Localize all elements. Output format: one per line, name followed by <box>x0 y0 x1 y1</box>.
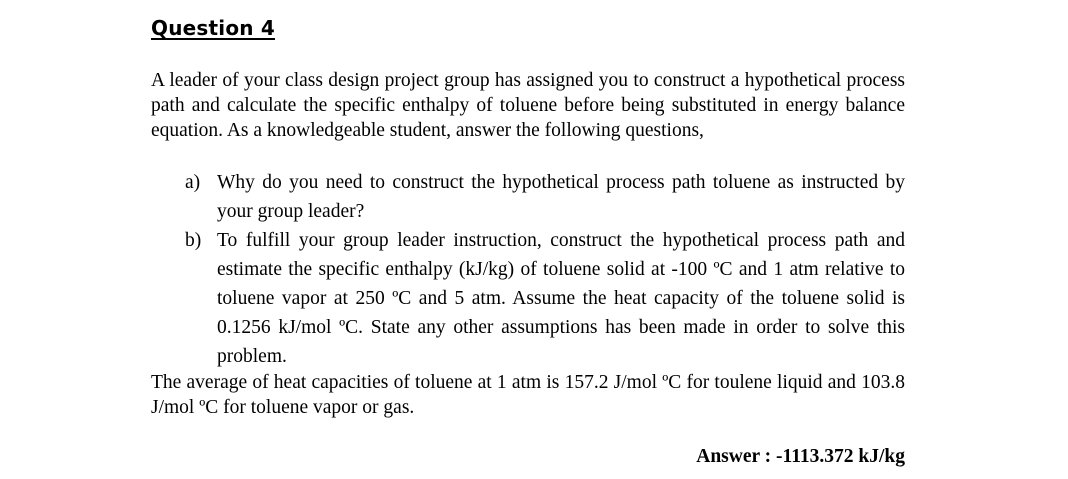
item-text: To fulfill your group leader instruction, construct the hypothetical process path and estimate the specific enthalpy (kJ/kg) of toluene solid at -100 ºC and 1 atm relative to toluene vapor at 250 ºC and 5 atm. Assume the heat capacity of the toluene solid is 0.1256 kJ/mol ºC. State any other assumptions has been made in order to solve this problem. <box>217 230 905 367</box>
list-item-b <box>151 226 905 371</box>
question-intro: A leader of your class design project group has assigned you to construct a hypothetical process path and calculate the specific enthalpy of toluene before being substituted in energy balance equation. As a knowledgeable student, answer the following questions, <box>151 70 905 141</box>
item-marker: b) <box>185 230 202 251</box>
question-closing: The average of heat capacities of toluene at 1 atm is 157.2 J/mol ºC for toulene liquid and 103.8 J/mol ºC for toluene vapor or gas. <box>151 372 905 418</box>
item-text: Why do you need to construct the hypothetical process path toluene as instructed by your group leader? <box>217 172 905 222</box>
answer-text: Answer : -1113.372 kJ/kg <box>696 446 905 467</box>
question-items-list <box>151 168 905 371</box>
question-heading: Question 4 <box>151 16 275 40</box>
item-marker: a) <box>185 172 201 193</box>
list-item-a <box>151 168 905 226</box>
